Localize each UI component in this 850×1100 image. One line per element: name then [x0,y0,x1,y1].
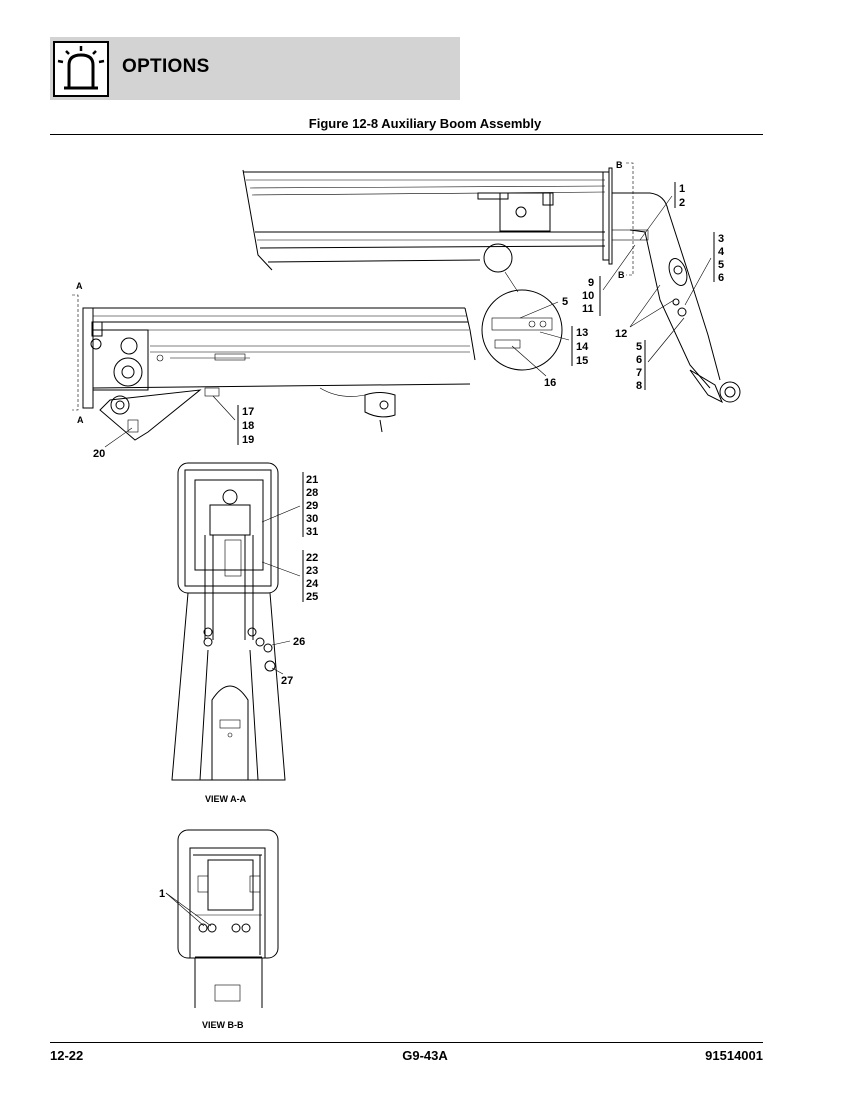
callout-5-detail: 5 [562,296,569,308]
callout-22: 22 [306,552,319,564]
callout-18: 18 [242,420,255,432]
callout-1-view-b: 1 [159,888,166,900]
callout-28: 28 [306,487,319,499]
callouts [93,182,725,926]
upper-boom-section [243,168,740,402]
callout-26: 26 [293,636,306,648]
model-number: G9-43A [402,1048,448,1063]
callout-11: 11 [582,303,594,315]
callout-4: 4 [718,246,725,258]
callout-7: 7 [636,367,643,379]
section-title: OPTIONS [122,56,210,77]
section-mark-b-bottom: B [618,270,625,280]
view-b-b-label: VIEW B-B [202,1020,244,1030]
section-b-marks [616,160,633,280]
document-part-number: 91514001 [705,1048,763,1063]
callout-29: 29 [306,500,319,512]
page-number: 12-22 [50,1048,84,1063]
callout-19: 19 [242,434,255,446]
section-a-marks [72,281,84,425]
section-mark-a-top: A [76,281,83,291]
callout-15: 15 [576,355,589,367]
callout-13: 13 [576,327,589,339]
section-mark-a-bottom: A [77,415,84,425]
callout-6-lower: 6 [636,354,643,366]
callout-27: 27 [281,675,294,687]
callout-9: 9 [588,277,595,289]
callout-17: 17 [242,406,255,418]
callout-5-lower: 5 [636,341,643,353]
callout-2: 2 [679,197,686,209]
callout-25: 25 [306,591,319,603]
callout-1: 1 [679,183,686,195]
callout-10: 10 [582,290,595,302]
callout-12: 12 [615,328,628,340]
callout-23: 23 [306,565,319,577]
callout-8: 8 [636,380,643,392]
lower-boom-section [83,308,475,440]
section-mark-b-top: B [616,160,623,170]
footer-divider [50,1042,763,1043]
callout-16: 16 [544,377,557,389]
callout-5: 5 [718,259,725,271]
callout-31: 31 [306,526,319,538]
callout-3: 3 [718,233,725,245]
view-a-a-label: VIEW A-A [205,794,247,804]
view-b-b-drawing [178,830,278,1030]
detail-circle [482,244,562,370]
figure-title: Figure 12-8 Auxiliary Boom Assembly [308,116,542,131]
callout-14: 14 [576,341,589,353]
view-a-a-drawing [172,463,285,804]
callout-6: 6 [718,272,725,284]
callout-30: 30 [306,513,319,525]
callout-20: 20 [93,448,106,460]
callout-21: 21 [306,474,319,486]
callout-24: 24 [306,578,319,590]
